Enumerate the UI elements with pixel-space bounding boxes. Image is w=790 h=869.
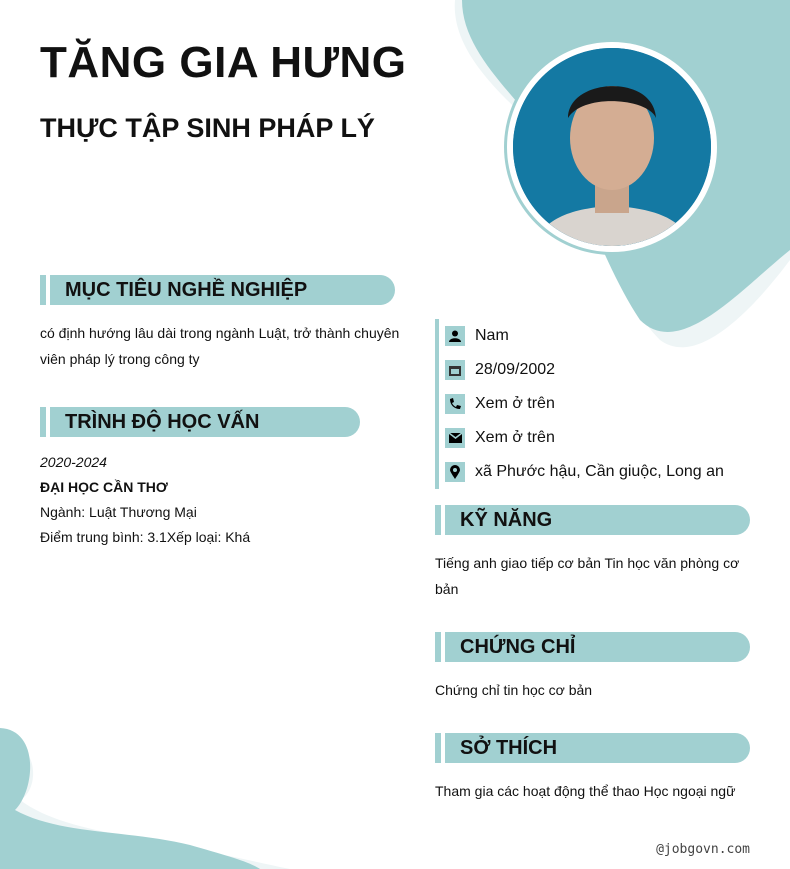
- section-heading: SỞ THÍCH: [445, 733, 750, 763]
- contact-birthday: 28/09/2002: [445, 353, 724, 387]
- hobbies-text: Tham gia các hoạt động thể thao Học ngoại ngữ: [435, 783, 736, 799]
- education-gpa: Điểm trung bình: 3.1Xếp loại: Khá: [40, 529, 251, 545]
- section-certificates-header: [435, 632, 750, 662]
- contact-address: xã Phước hậu, Cần giuộc, Long an: [445, 455, 724, 489]
- person-icon: [445, 326, 465, 346]
- section-heading: TRÌNH ĐỘ HỌC VẤN: [50, 407, 360, 437]
- section-heading: KỸ NĂNG: [445, 505, 750, 535]
- location-icon: [445, 462, 465, 482]
- skills-text: Tiếng anh giao tiếp cơ bản Tin học văn phòng cơ bản: [435, 555, 740, 597]
- candidate-name: TĂNG GIA HƯNG: [40, 38, 407, 87]
- contact-phone: Xem ở trên: [445, 387, 724, 421]
- education-school: ĐẠI HỌC CẦN THƠ: [40, 479, 168, 495]
- profile-photo: [507, 42, 717, 252]
- mail-icon: [445, 428, 465, 448]
- education-major: Ngành: Luật Thương Mại: [40, 504, 197, 520]
- section-hobbies-header: [435, 733, 750, 763]
- section-objective-header: [40, 275, 395, 305]
- section-heading: CHỨNG CHỈ: [445, 632, 750, 662]
- job-title: THỰC TẬP SINH PHÁP LÝ: [40, 113, 375, 143]
- footer-watermark: @jobgovn.com: [656, 842, 750, 857]
- contact-email: Xem ở trên: [445, 421, 724, 455]
- person-photo-icon: [513, 48, 711, 246]
- certificates-text: Chứng chỉ tin học cơ bản: [435, 682, 593, 698]
- contact-info: [435, 319, 724, 489]
- section-education-header: [40, 407, 360, 437]
- calendar-icon: [445, 360, 465, 380]
- education-period: 2020-2024: [40, 454, 107, 470]
- section-heading: MỤC TIÊU NGHỀ NGHIỆP: [50, 275, 395, 305]
- phone-icon: [445, 394, 465, 414]
- section-skills-header: [435, 505, 750, 535]
- contact-gender: Nam: [445, 319, 724, 353]
- objective-text: có định hướng lâu dài trong ngành Luật, trở thành chuyên viên pháp lý trong công ty: [40, 325, 400, 367]
